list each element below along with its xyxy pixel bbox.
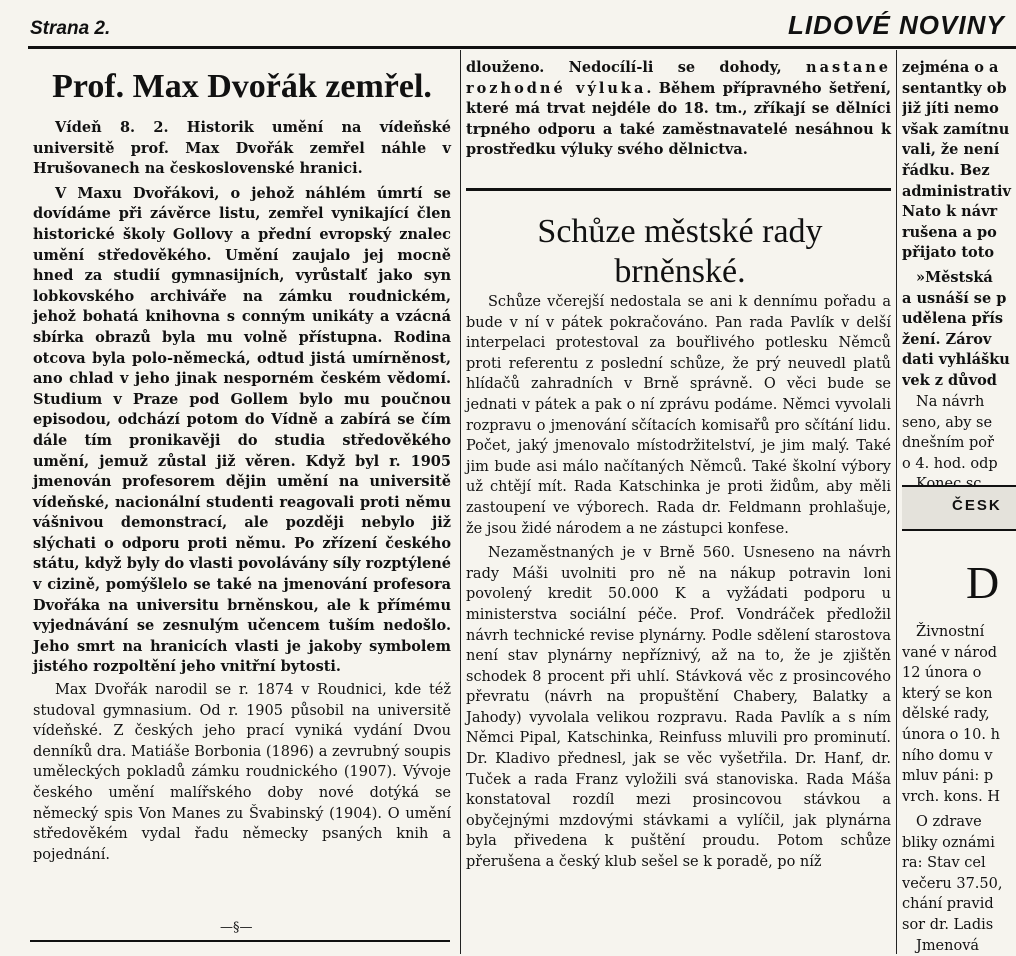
column-divider-right [896, 50, 897, 954]
text-line: administrativ [902, 182, 1011, 200]
text-line: února o 10. h [902, 726, 1000, 743]
article-lead: Vídeň 8. 2. Historik umění na vídeňské universitě prof. Max Dvořák zemřel náhle v Hrušovanech na československé hranici. [33, 119, 451, 178]
text-line: vané v národ [902, 644, 998, 661]
text-line: seno, aby se [902, 414, 993, 431]
text-line: dělské rady, [902, 706, 990, 723]
text-line: který se kon [902, 685, 993, 702]
right-column-d [902, 622, 1016, 807]
section-banner [902, 485, 1016, 531]
article-title-council [470, 212, 890, 292]
header-rule [28, 46, 1016, 49]
text-line: a usnáší se p [902, 289, 1007, 307]
column-divider-left [460, 50, 461, 954]
article-body-council [466, 292, 891, 873]
strike-emphasis: nastane rozhodné výluka [466, 59, 891, 97]
text-line: přijato toto [902, 244, 995, 262]
text-line: o 4. hod. odp [902, 455, 998, 472]
text-line: dnešním poř [902, 435, 994, 452]
masthead: LIDOVÉ NOVINY [788, 10, 1005, 40]
right-column-c [902, 392, 1016, 495]
strike-text: . Během přípravného šetření, které má trvat nejdéle do 18. tm., zříkají se dělníci trpného odporu a také zaměstnavatelé nesáhnou k prostředku výluky svého dělnictva. [466, 79, 892, 159]
text-line: zejména o a [902, 59, 999, 76]
section-rule [466, 188, 891, 191]
text-line: rušena a po [902, 223, 997, 241]
text-line: večeru 37.50, [902, 875, 1003, 892]
text-line: vek z důvod [902, 371, 997, 389]
article-end-rule [30, 940, 450, 942]
text-line: Nato k návr [902, 203, 998, 221]
text-line: sentantky ob [902, 79, 1007, 97]
text-line: vrch. kons. H [902, 788, 1000, 805]
text-line: Na návrh [916, 394, 985, 410]
text-line: Živnostní [916, 624, 985, 640]
text-line: udělena přís [902, 310, 1004, 328]
article-paragraph: Max Dvořák narodil se r. 1874 v Roudnici, kde též studoval gymnasium. Od r. 1905 působil na universitě vídeňské. Z českých jeho prací vyniká vydání Dvou denníků dra. Matiáše Borbonia (1896) a zevrubný soupis uměleckých pokladů zámku roudnického (1907). Vývoje českého umění malířského doby nové dotýká se německý spis Von Manes zu Švabinský (1904). O umění středověkém vydal řadu německy psaných knih a pojednání. [33, 682, 451, 863]
text-line: mluv páni: p [902, 768, 994, 785]
text-line: O zdrave [916, 814, 982, 830]
text-line: řádku. Bez [902, 161, 990, 179]
strike-text: dlouženo. Nedocílí-li se dohody, [466, 59, 807, 76]
section-heading-initial: D [966, 557, 1000, 608]
right-column-b [902, 268, 1016, 392]
article-paragraph: Schůze včerejší nedostala se ani k dennímu pořadu a bude v ní v pátek pokračováno. Pan rada Pavlík v delší interpelaci protestoval za bouřlivého potlesku Němců proti referentu z poslední schůze, že prý neuvedl platů hlídačů zahradních v Brně správně. O věci bude se jednati v pátek a pak o ní zprávu podáme. Němci vyvolali rozpravu o jmenování sčítacích komisařů pro sčítání lidu. Počet, jaký jmenovalo místodržitelství, je jim malý. Také jim bude asi málo načítaných Němců. Také školní výbory už chtějí mít. Rada Katschinka je proti židům, aby měli zastoupení ve výborech. Rada dr. Feldmann prohlašuje, že jsou židé národem a ne zástupci konfese. [466, 294, 891, 537]
text-line: sor dr. Ladis [902, 916, 994, 933]
text-line: však zamítnu [902, 120, 1010, 138]
text-line: vali, že není [902, 141, 1000, 159]
article-title-dvorak: Prof. Max Dvořák zemřel. [52, 68, 432, 105]
title-line: Schůze městské rady [537, 213, 823, 250]
article-paragraph: V Maxu Dvořákovi, o jehož náhlém úmrtí se dovídáme při závěrce listu, zemřel vynikající člen historické školy Gollovy a přední evropský znalec umění středověkého. Umění zaujalo jej mocně hned za studií gymnasijních, vyrůstalť jako syn lobkovského archiváře na zámku roudnickém, jehož bohatá knihovna s conným unikáty a vzácná sbírka obrazů byla mu volně přístupna. Rodina otcova byla polo-německá, odtud jistá umírněnost, ano chlad v jeho jinak nesporném českém vědomí. Studium v Praze pod Gollem bylo mu poučnou episodou, odchází potom do Vídně a zabírá se čím dále tím pronikavěji do studia středověkého umění, jemuž zůstal již věren. Když byl r. 1905 jmenován profesorem dějin umění na universitě vídeňské, nacionální studenti reagovali proti němu vášnivou demonstrací, ale později nebylo již slýchati o odporu proti němu. Po zřízení českého státu, když byly do vlasti povolávány síly rozptýlené v cizině, pomýšlelo se také na jmenování profesora Dvořáka na universitu brněnskou, ale k přímému vyjednávání se zesnulým učencem tuším nedošlo. Jeho smrt na hranicích vlasti je jakoby symbolem jistého rozpoltění jeho vnitřní bytosti. [33, 184, 451, 676]
page-number: Strana 2. [30, 18, 111, 39]
text-line: dati vyhlášku [902, 351, 1010, 369]
text-line: ra: Stav cel [902, 855, 986, 872]
title-line: brněnské. [614, 253, 746, 290]
text-line: Jmenová [916, 937, 980, 954]
text-line: 12 února o [902, 665, 982, 682]
article-paragraph: Nezaměstnaných je v Brně 560. Usneseno na návrh rady Máši uvolniti pro ně na nákup potravin loni povolený kredit 50.000 K a vyžádati podporu u ministerstva sociální péče. Prof. Vondráček předložil návrh technické revise plynárny. Podle sdělení starostova není stav plynárny nepříznivý, až na to, že je zjištěn schodek 8 procent při uhlí. Stávková věc z prosincového převratu (návrh na propuštění Chabery, Balatky a Jahody) vyvolala velikou rozpravu. Rada Pavlík a s ním Němci Pipal, Katschinka, Reinfuss mluvili pro prominutí. Dr. Kladivo přednesl, jak se věc vyšetřila. Dr. Hanf, dr. Tuček a rada Franz vyložili svá stanoviska. Rada Máša konstatoval rozdíl mezi prosincovou stávkou a obyčejnými mzdovými stávkami a vylíčil, jak plynárna byla přivedena k puštění proudu. Potom schůze přerušena a český klub sešel se k poradě, po níž [466, 545, 891, 871]
text-line: žení. Zárov [902, 330, 992, 348]
text-line: bliky oznámi [902, 834, 995, 851]
text-line: chání pravid [902, 896, 994, 913]
right-column-a [902, 58, 1016, 264]
article-strike-continuation [466, 58, 891, 161]
right-column-e [902, 812, 1016, 956]
text-line: již jíti nemo [902, 100, 999, 118]
text-line: ního domu v [902, 747, 993, 764]
article-body-dvorak [33, 118, 451, 865]
banner-text: ČESK [952, 497, 1002, 514]
end-mark: —§— [220, 920, 253, 935]
text-line: »Městská [916, 269, 993, 286]
